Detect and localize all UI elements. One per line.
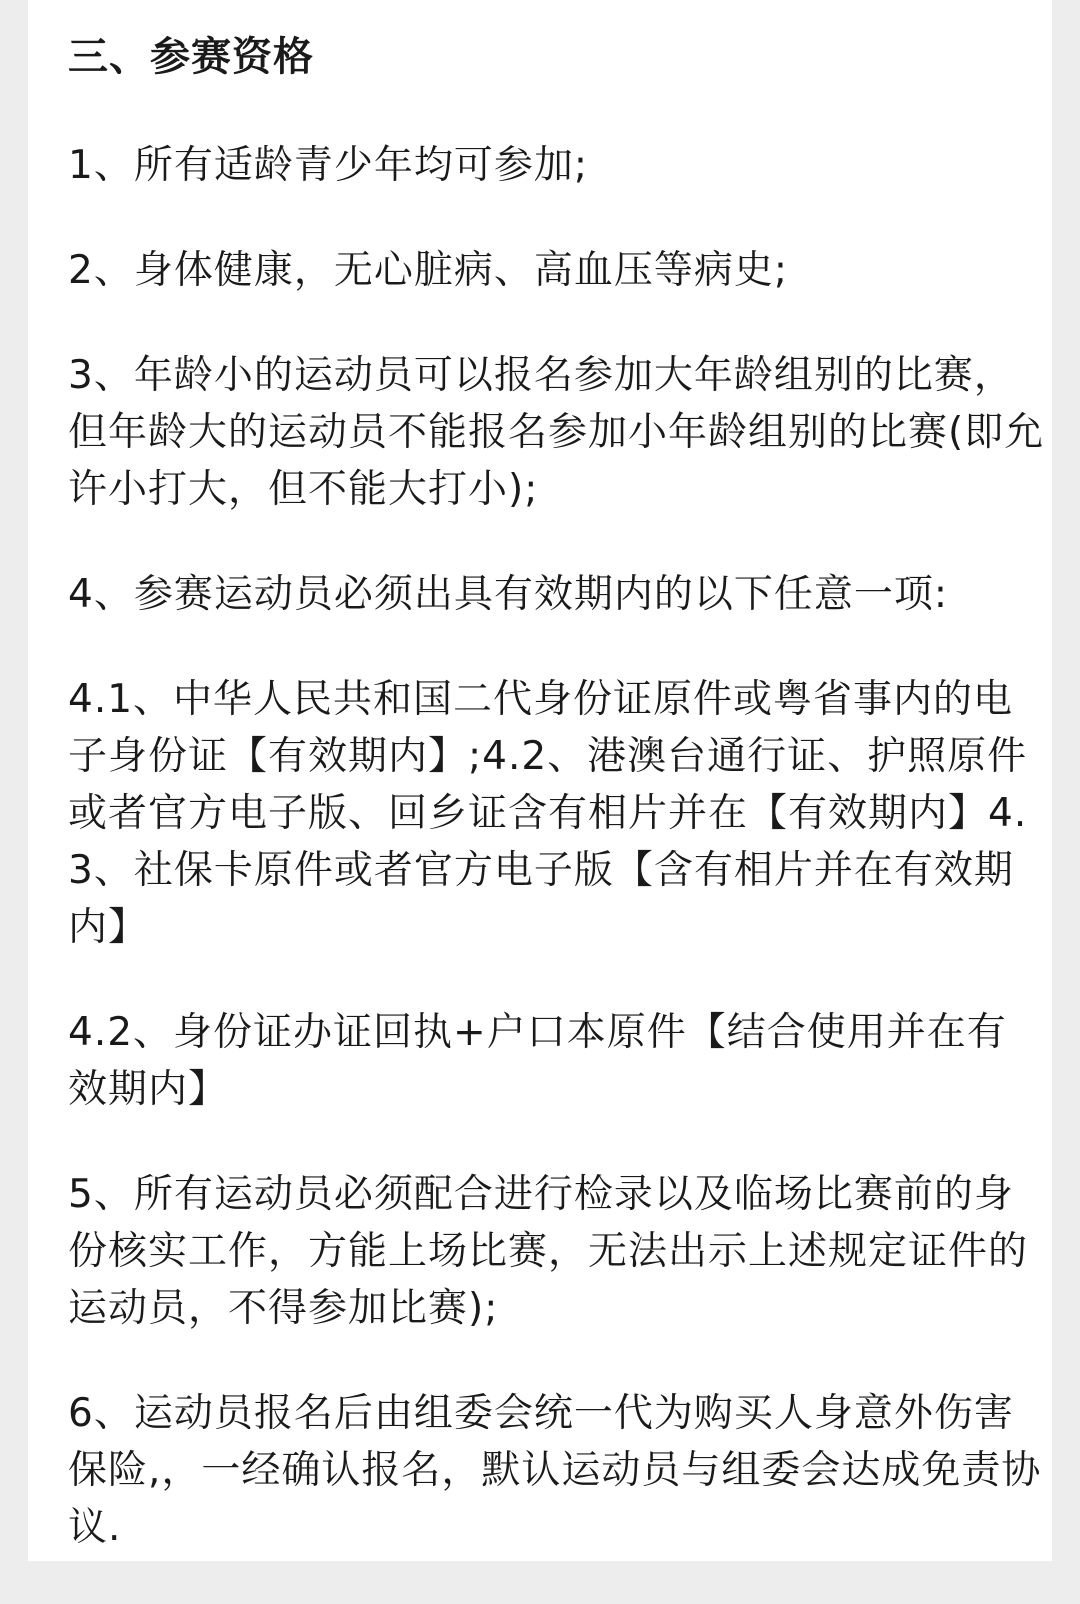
paragraph-6: 6、运动员报名后由组委会统一代为购买人身意外伤害保险,，一经确认报名，默认运动员与组委会达成免责协议. bbox=[68, 1391, 1042, 1550]
paragraph-1: 1、所有适龄青少年均可参加; bbox=[68, 143, 588, 188]
paragraph-4: 4、参赛运动员必须出具有效期内的以下任意一项: bbox=[68, 572, 948, 617]
document-content bbox=[68, 28, 1046, 1604]
paragraph-4-1: 4.1、中华人民共和国二代身份证原件或粤省事内的电子身份证【有效期内】;4.2、港澳台通行证、护照原件或者官方电子版、回乡证含有相片并在【有效期内】4.3、社保卡原件或者官方电子版【含有相片并在有效期内】 bbox=[68, 677, 1028, 950]
document-card bbox=[28, 0, 1052, 1561]
paragraph-2: 2、身体健康，无心脏病、高血压等病史; bbox=[68, 248, 788, 293]
section-heading: 三、参赛资格 bbox=[68, 34, 314, 80]
paragraph-4-2: 4.2、身份证办证回执+户口本原件【结合使用并在有效期内】 bbox=[68, 1010, 1007, 1112]
paragraph-5: 5、所有运动员必须配合进行检录以及临场比赛前的身份核实工作，方能上场比赛，无法出示上述规定证件的运动员，不得参加比赛); bbox=[68, 1172, 1029, 1331]
paragraph-3: 3、年龄小的运动员可以报名参加大年龄组别的比赛，但年龄大的运动员不能报名参加小年龄组别的比赛(即允许小打大，但不能大打小); bbox=[68, 353, 1045, 512]
